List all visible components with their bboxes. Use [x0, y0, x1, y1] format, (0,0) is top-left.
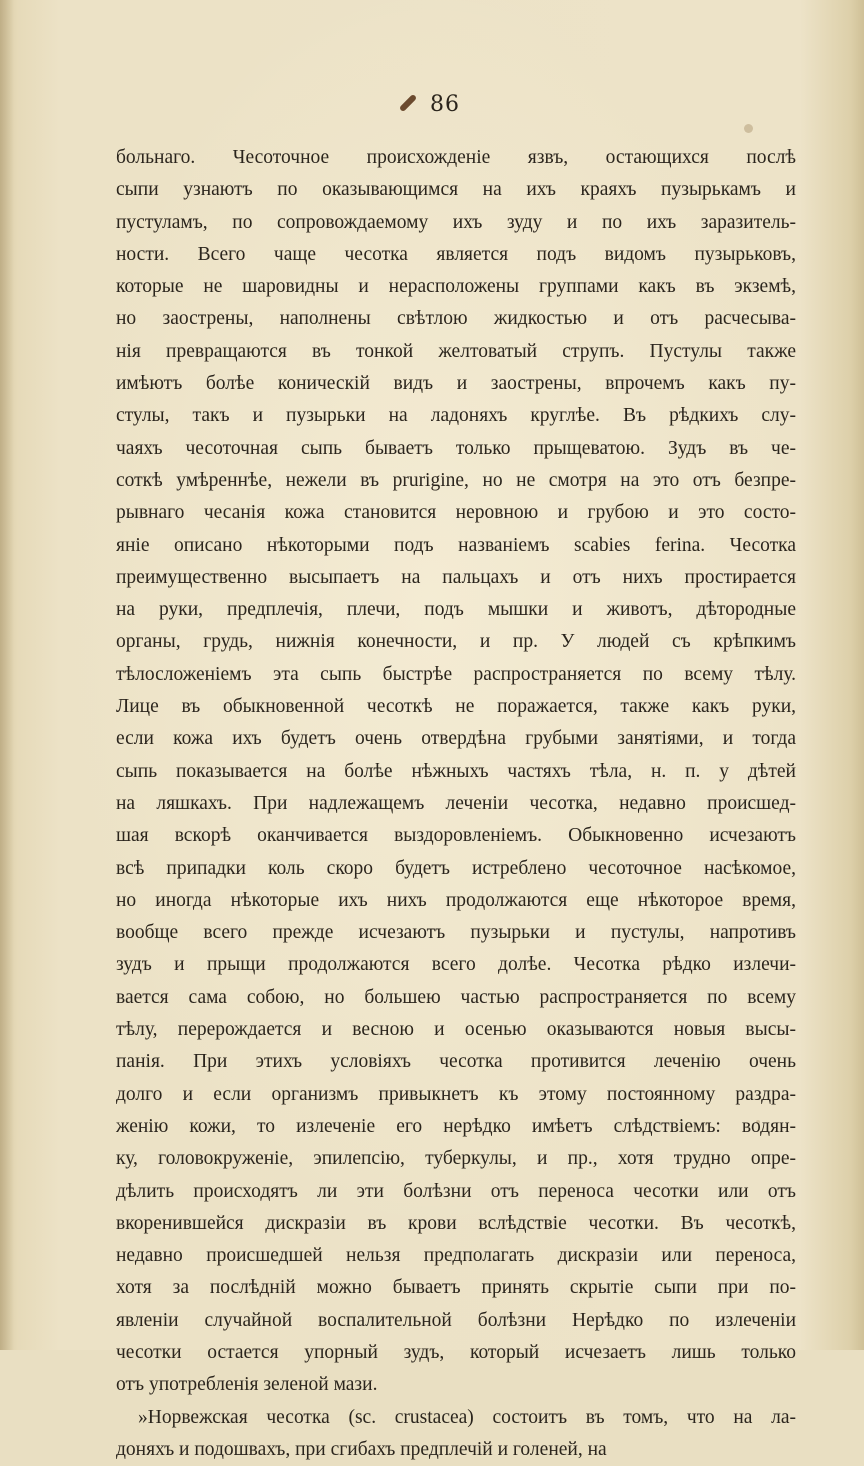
text-line: зудъ и прыщи продолжаются всего долѣе. Чесотка рѣдко излечи-: [116, 954, 796, 976]
text-line: но иногда нѣкоторые ихъ нихъ продолжаются еще нѣкоторое время,: [116, 889, 796, 911]
text-line: чаяхъ чесоточная сыпь бываетъ только прыщеватою. Зудъ въ че-: [116, 437, 796, 459]
pencil-mark: [399, 94, 417, 112]
page-header: [0, 92, 864, 128]
text-line: доняхъ и подошвахъ, при сгибахъ предплечій и голеней, на: [116, 1438, 607, 1460]
text-line: больнаго. Чесоточное происхожденіе язвъ, остающихся послѣ: [116, 147, 796, 168]
text-line: рывнаго чесанія кожа становится неровною и грубою и это состо-: [116, 502, 796, 524]
text-line: преимущественно высыпаетъ на пальцахъ и отъ нихъ простирается: [116, 566, 796, 588]
text-line: соткѣ умѣреннѣе, нежели въ prurigine, но не смотря на это отъ безпре-: [116, 469, 796, 491]
text-line: чесотки остается упорный зудъ, который исчезаетъ лишь только: [116, 1341, 796, 1363]
text-line: явленіи случайной воспалительной болѣзни Нерѣдко по излеченіи: [116, 1309, 796, 1331]
binding-shadow: [0, 0, 14, 1350]
text-line: на руки, предплечія, плечи, подъ мышки и животъ, дѣтородные: [116, 599, 796, 621]
text-line: сыпь показывается на болѣе нѣжныхъ частяхъ тѣла, н. п. у дѣтей: [116, 760, 796, 782]
text-line: женію кожи, то излеченіе его нерѣдко имѣетъ слѣдствіемъ: водян-: [116, 1115, 796, 1137]
text-line: тѣлосложеніемъ эта сыпь быстрѣе распространяется по всему тѣлу.: [116, 663, 796, 685]
text-line: недавно происшедшей нельзя предполагать дискразіи или переноса,: [116, 1245, 796, 1267]
text-line: вается сама собою, но большею частью распространяется по всему: [116, 986, 796, 1008]
text-line: яніе описано нѣкоторыми подъ названіемъ scabies ferina. Чесотка: [116, 534, 796, 556]
text-line: хотя за послѣдній можно бываетъ принять скрытіе сыпи при по-: [116, 1277, 796, 1299]
text-line: сыпи узнаютъ по оказывающимся на ихъ краяхъ пузырькамъ и: [116, 179, 796, 201]
text-line: стулы, такъ и пузырьки на ладоняхъ круглѣе. Въ рѣдкихъ слу-: [116, 405, 796, 427]
text-line: но заострены, наполнены свѣтлою жидкостью и отъ расчесыва-: [116, 308, 796, 330]
text-line: вообще всего прежде исчезаютъ пузырьки и пустулы, напротивъ: [116, 922, 796, 944]
text-line: имѣютъ болѣе коническій видъ и заострены, впрочемъ какъ пу-: [116, 373, 796, 395]
text-line: если кожа ихъ будетъ очень отвердѣна грубыми занятіями, и тогда: [116, 728, 796, 750]
text-line: нія превращаются въ тонкой желтоватый струпъ. Пустулы также: [116, 340, 796, 362]
text-line: которые не шаровидны и нерасположены группами какъ въ экземѣ,: [116, 276, 796, 298]
text-line: пустуламъ, по сопровождаемому ихъ зуду и по ихъ заразитель-: [116, 211, 796, 233]
text-line: ности. Всего чаще чесотка является подъ видомъ пузырьковъ,: [116, 243, 796, 265]
text-line: органы, грудь, нижнія конечности, и пр. У людей съ крѣпкимъ: [116, 631, 796, 653]
body-text: [116, 142, 796, 1466]
text-line: ку, головокруженіе, эпилепсію, туберкулы, и пр., хотя трудно опре-: [116, 1148, 796, 1170]
text-line: долго и если организмъ привыкнетъ къ этому постоянному раздра-: [116, 1083, 796, 1105]
text-line: »Норвежская чесотка (sc. crustacea) состоитъ въ томъ, что на ла-: [138, 1406, 796, 1428]
text-line: шая вскорѣ оканчивается выздоровленіемъ. Обыкновенно исчезаютъ: [116, 825, 796, 847]
text-line: всѣ припадки коль скоро будетъ истреблено чесоточное насѣкомое,: [116, 857, 796, 879]
text-line: панія. При этихъ условіяхъ чесотка противится леченію очень: [116, 1051, 796, 1073]
text-line: дѣлить происходятъ ли эти болѣзни отъ переноса чесотки или отъ: [116, 1180, 796, 1202]
page-number: 86: [430, 92, 460, 117]
text-line: на ляшкахъ. При надлежащемъ леченіи чесотка, недавно происшед-: [116, 792, 796, 814]
text-line: отъ употребленія зеленой мази.: [116, 1374, 378, 1396]
text-line: вкоренившейся дискразіи въ крови вслѣдствіе чесотки. Въ чесоткѣ,: [116, 1212, 796, 1234]
text-line: Лице въ обыкновенной чесоткѣ не поражается, также какъ руки,: [116, 696, 796, 718]
text-line: тѣлу, перерождается и весною и осенью оказываются новыя высы-: [116, 1019, 796, 1041]
